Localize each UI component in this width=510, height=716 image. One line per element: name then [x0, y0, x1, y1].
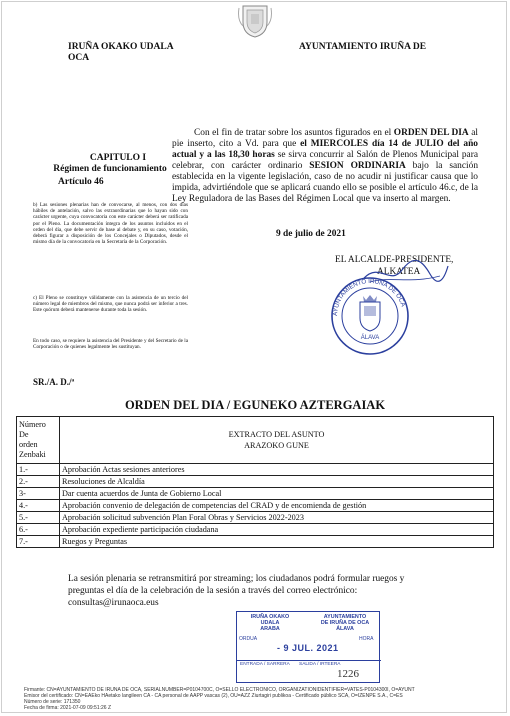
registry-stamp-date: - 9 JUL. 2021 — [277, 643, 339, 653]
registry-stamp-hora: HORA — [359, 636, 374, 642]
agenda-row — [17, 464, 494, 476]
registry-stamp-right-title: AYUNTAMIENTO DE IRUÑA DE OCA ÁLAVA — [320, 614, 370, 632]
footer-line-issuer: Emisor del certificado: CN=EAEko HAetako langileen CA - CA personal de AAPP vascas (2), OU=AZZ Ziurtagiri publikoa - Certificado público SCA, O=IZENPE S.A., C=ES — [24, 693, 403, 699]
footer-line-serial: Número de serie: 171350 — [24, 699, 81, 705]
signer-title: EL ALCALDE-PRESIDENTE, — [335, 255, 454, 265]
agenda-row-text: Dar cuenta acuerdos de Junta de Gobierno Local — [60, 488, 494, 500]
registry-stamp-number: 1226 — [337, 668, 359, 680]
agenda-row-text: Aprobación expediente participación ciudadana — [60, 524, 494, 536]
agenda-col-subject-es: EXTRACTO DEL ASUNTO — [228, 430, 325, 439]
agenda-row — [17, 488, 494, 500]
seal-province-text: ÁLAVA — [360, 335, 380, 341]
agenda-col-subject — [60, 417, 494, 464]
agenda-row-number: 7.- — [17, 536, 60, 548]
agenda-row — [17, 476, 494, 488]
registry-stamp-left-title: IRUÑA OKAKO UDALA ARABA — [250, 614, 290, 632]
agenda-row — [17, 500, 494, 512]
footer-line-date: Fecha de firma: 2021-07-09 09:51:26 Z — [24, 705, 111, 711]
agenda-col-number: Número De orden Zenbaki — [17, 417, 60, 464]
footer-signature-info — [24, 687, 508, 711]
agenda-row-text: Aprobación convenio de delegación de competencias del CRAD y de encomienda de gestión — [60, 500, 494, 512]
streaming-note: La sesión plenaria se retransmitirá por streaming; los ciudadanos podrá formular ruegos y preguntas el día de la celebración de la sesión a través del correo electrónico: consultas@irunaoca.eus — [68, 574, 405, 608]
agenda-row-text: Ruegos y Preguntas — [60, 536, 494, 548]
agenda-row-text: Aprobación solicitud subvención Plan Foral Obras y Servicios 2022-2023 — [60, 512, 494, 524]
registry-stamp-salida: SALIDA / IRTEERA — [299, 662, 341, 667]
agenda-table — [16, 416, 494, 548]
registry-stamp-ordua: ORDUA — [239, 636, 258, 642]
agenda-row-number: 1.- — [17, 464, 60, 476]
article-paragraph-c: c) El Pleno se constituye válidamente con la asistencia de un tercio del número legal de miembros del mismo, que nunca podrá ser inferior a tres. Este quórum deberá mantenerse durante toda la sesión. — [33, 295, 188, 314]
agenda-row-number: 2.- — [17, 476, 60, 488]
addressee-label: SR./A. D./ª — [33, 377, 75, 387]
agenda-row-number: 6.- — [17, 524, 60, 536]
signer-place: ALKATEA — [377, 267, 421, 277]
chapter-article: Artículo 46 — [58, 177, 104, 187]
article-paragraph-c2: En todo caso, se requiere la asistencia del Presidente y del Secretario de la Corporación o de quienes legalmente les sustituyan. — [33, 338, 188, 351]
official-seal — [330, 276, 410, 356]
seal-ring-text: AYUNTAMIENTO IRUÑA DE OCA — [331, 277, 407, 317]
agenda-row — [17, 536, 494, 548]
registry-stamp-entrada: ENTRADA / SARRERA — [240, 662, 290, 667]
agenda-row-number: 5.- — [17, 512, 60, 524]
agenda-row-text: Resoluciones de Alcaldía — [60, 476, 494, 488]
convocation-letter-body: Con el fin de tratar sobre los asuntos figurados en el ORDEN DEL DIA al pie inserto, cito a Vd. para que el MIERCOLES día 14 de JULIO del año actual y a las 18,30 horas se sirva concurrir al Salón de Plenos Municipal para celebrar, con carácter ordinario SESION ORDINARIA bajo la sanción establecida en la vigente legislación, caso de no acudir ni justificar causa que lo impida, advirtiéndole que se aplicará cuando ello se posible el artículo 46.c, de la Ley Reguladora de las Bases del Régimen Local que va inserto al margen. — [172, 128, 479, 204]
agenda-row-number: 4.- — [17, 500, 60, 512]
header-left-org: IRUÑA OKAKO UDALA OCA — [68, 42, 174, 63]
letter-date: 9 de julio de 2021 — [276, 229, 346, 239]
footer-line-signer: Firmante: CN=AYUNTAMIENTO DE IRUÑA DE OCA, SERIALNUMBER=P0104700C, O=SELLO ELECTRONICO, ORGANIZATIONIDENTIFIER=VATES-P0104300I, O=AYUNT — [24, 687, 415, 693]
agenda-col-subject-eu: ARAZOKO GUNE — [244, 441, 309, 450]
agenda-header-row — [17, 417, 494, 464]
chapter-title: CAPITULO I — [89, 153, 147, 163]
agenda-title: ORDEN DEL DIA / EGUNEKO AZTERGAIAK — [124, 398, 386, 412]
agenda-row — [17, 512, 494, 524]
chapter-subtitle: Régimen de funcionamiento — [53, 164, 167, 174]
agenda-row — [17, 524, 494, 536]
header-right-org: AYUNTAMIENTO IRUÑA DE — [299, 42, 427, 52]
registry-stamp-divider — [237, 660, 381, 661]
registry-stamp — [236, 611, 380, 683]
article-paragraph-b: b) Las sesiones plenarias han de convocarse, al menos, con dos días hábiles de antelación, salvo las extraordinarias que lo hayan sido con carácter urgente, cuya convocatoria con este carácter deberá ser ratificada por el Pleno. La documentación íntegra de los asuntos incluidos en el orden del día, que debe servir de base al debate y, en su caso, votación, deberá figurar a disposición de los Concejales o Diputados, desde el mismo día de la convocatoria en la Secretaría de la Corporación. — [33, 202, 188, 246]
agenda-row-text: Aprobación Actas sesiones anteriores — [60, 464, 494, 476]
agenda-row-number: 3- — [17, 488, 60, 500]
coat-of-arms-emblem — [233, 2, 277, 38]
